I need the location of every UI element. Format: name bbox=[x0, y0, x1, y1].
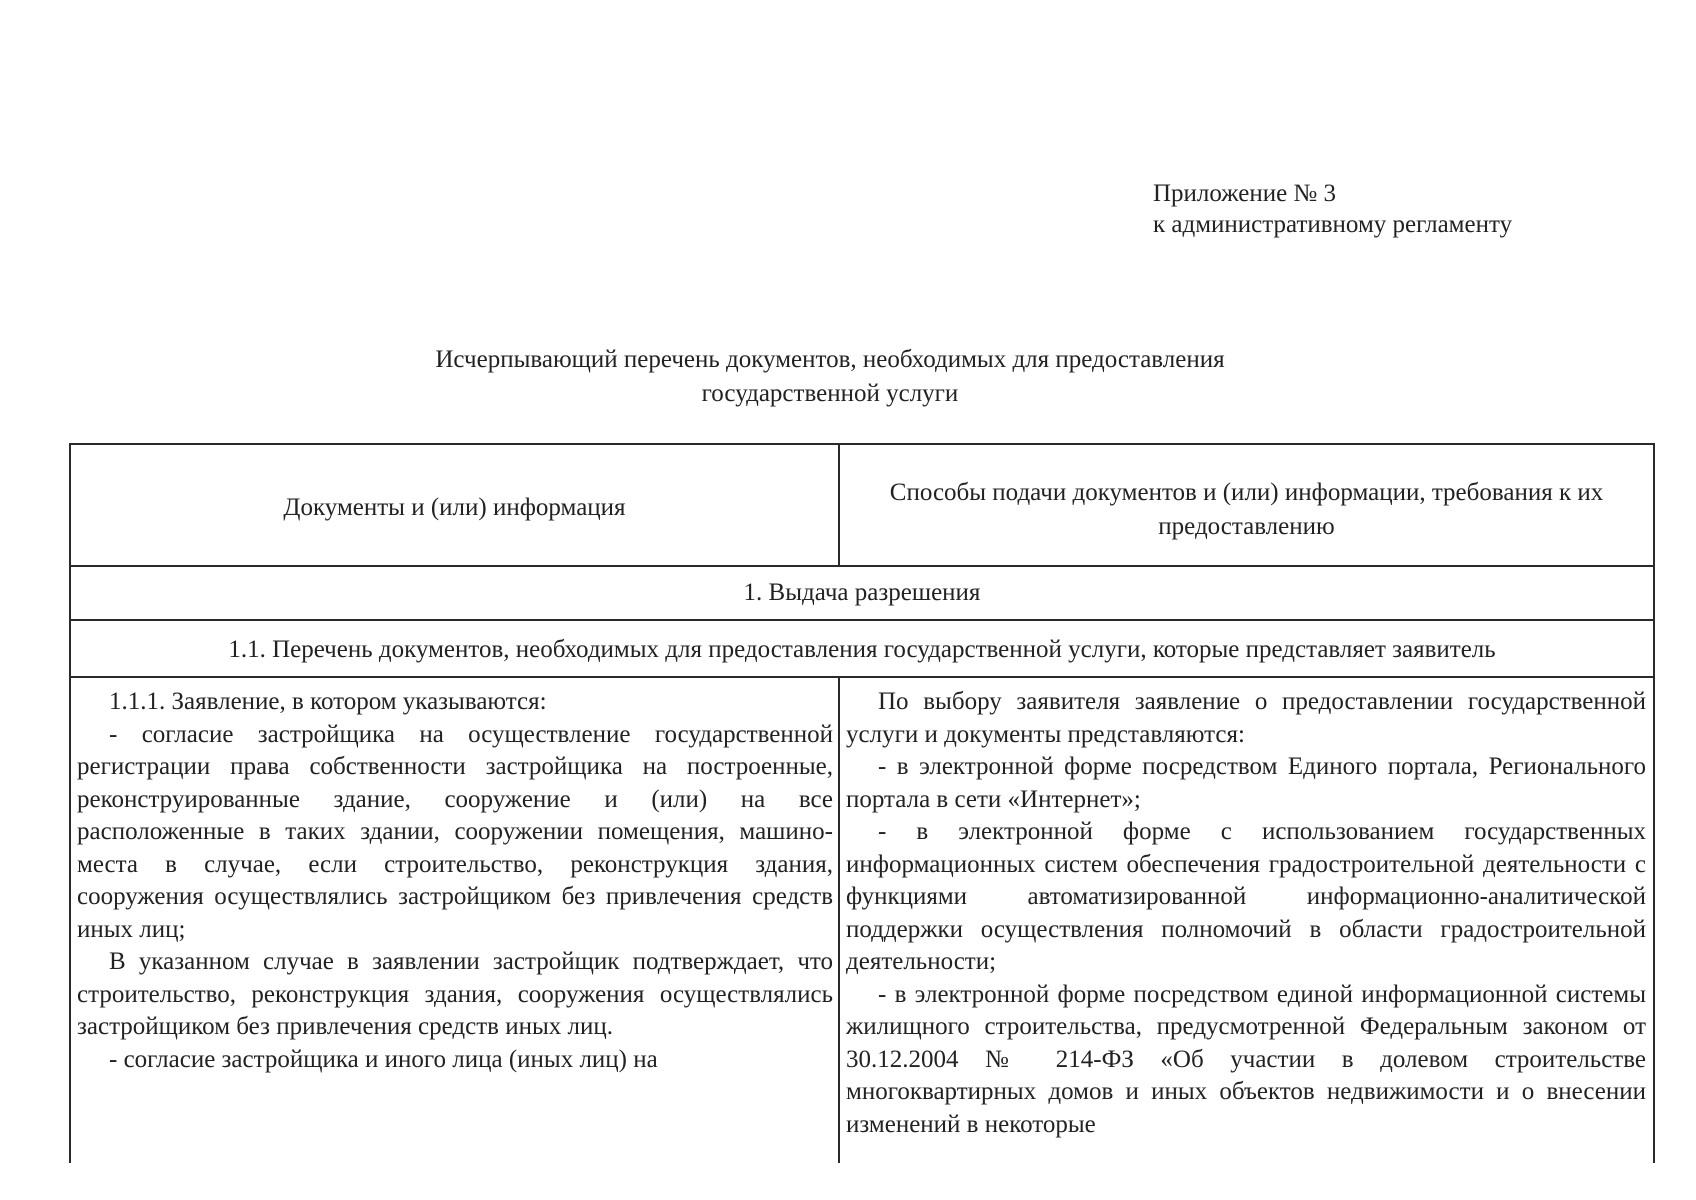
appendix-number: Приложение № 3 bbox=[1153, 180, 1337, 207]
documents-cell bbox=[77, 686, 833, 1076]
section-heading: 1. Выдача разрешения bbox=[743, 579, 981, 606]
documents-paragraph: - согласие застройщика и иного лица (иных лиц) на bbox=[109, 1045, 658, 1073]
table-content-row bbox=[71, 678, 1653, 1163]
documents-paragraph: 1.1.1. Заявление, в котором указываются: bbox=[109, 688, 547, 715]
table-header-row bbox=[71, 445, 1653, 567]
column-divider bbox=[838, 678, 840, 1163]
submission-methods-cell bbox=[846, 686, 1646, 1141]
submission-paragraph: - в электронной форме посредством Единого портала, Регионального портала в сети «Интернет»; bbox=[846, 753, 1646, 813]
table-subsection-row bbox=[71, 621, 1653, 678]
document-title-line-1: Исчерпывающий перечень документов, необходимых для предоставления bbox=[435, 346, 1225, 373]
documents-paragraph: - согласие застройщика на осуществление государственной регистрации права собственности застройщика на построенные, реконструированные здание, сооружение и (или) на все расположенные в таких здании, сооружении помещения, машино-места в случае, если строительство, реконструкция здания, сооружения осуществлялись застройщиком без привлечения средств иных лиц; bbox=[77, 720, 833, 943]
documents-paragraph: В указанном случае в заявлении застройщик подтверждает, что строительство, реконструкция здания, сооружения осуществлялись застройщиком без привлечения средств иных лиц. bbox=[77, 948, 833, 1040]
column-divider bbox=[838, 445, 840, 567]
header-documents-column: Документы и (или) информация bbox=[283, 494, 626, 521]
submission-paragraph: - в электронной форме посредством единой информационной системы жилищного строительства, предусмотренной Федеральным законом от 30.12.2004 № 214-ФЗ «Об участии в долевом строительстве многоквартирных домов и иных объектов недвижимости и о внесении изменений в некоторые bbox=[846, 980, 1646, 1138]
document-title-line-2: государственной услуги bbox=[701, 380, 959, 407]
submission-paragraph: - в электронной форме с использованием государственных информационных систем обеспечения градостроительной деятельности с функциями автоматизированной информационно-аналитической поддержки осуществления полномочий в области градостроительной деятельности; bbox=[846, 818, 1646, 975]
submission-paragraph: По выбору заявителя заявление о предоставлении государственной услуги и документы представляются: bbox=[846, 688, 1646, 748]
subsection-heading: 1.1. Перечень документов, необходимых для предоставления государственной услуги, которые представляет заявитель bbox=[228, 635, 1496, 663]
appendix-reference: к административному регламенту bbox=[1153, 211, 1513, 238]
appendix-note bbox=[1153, 178, 1512, 240]
document-title bbox=[340, 343, 1320, 411]
table-section-row bbox=[71, 567, 1653, 621]
header-submission-methods-column: Способы подачи документов и (или) информации, требования к их предоставлению bbox=[889, 479, 1604, 540]
documents-table bbox=[69, 443, 1655, 1163]
